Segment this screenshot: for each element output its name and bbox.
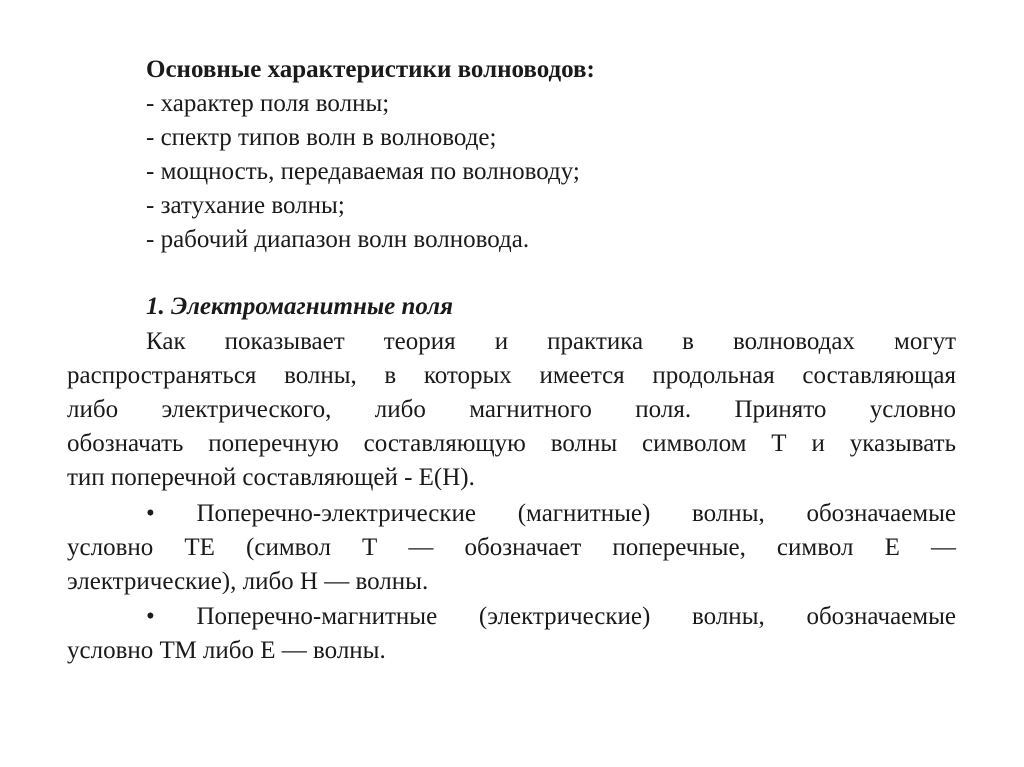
characteristics-item: - затухание волны; — [146, 192, 345, 219]
bullet-te-line: • Поперечно-электрические (магнитные) волны, обозначаемые — [146, 500, 956, 527]
paragraph-line: распространяться волны, в которых имеется продольная составляющая — [67, 362, 956, 389]
characteristics-item: - характер поля волны; — [146, 90, 390, 117]
bullet-tm-line: условно ТМ либо Е — волны. — [67, 637, 386, 664]
bullet-tm-line: • Поперечно-магнитные (электрические) волны, обозначаемые — [146, 603, 956, 630]
bullet-te-line: электрические), либо Н — волны. — [67, 568, 429, 595]
paragraph-line: либо электрического, либо магнитного поля. Принято условно — [67, 396, 956, 423]
characteristics-item: - рабочий диапазон волн волновода. — [146, 226, 530, 253]
section-heading: 1. Электромагнитные поля — [146, 293, 454, 320]
paragraph-line: Как показывает теория и практика в волноводах могут — [146, 328, 956, 355]
characteristics-item: - мощность, передаваемая по волноводу; — [146, 158, 580, 185]
characteristics-heading: Основные характеристики волноводов: — [146, 56, 595, 83]
characteristics-item: - спектр типов волн в волноводе; — [146, 124, 497, 151]
paragraph-line: обозначать поперечную составляющую волны символом Т и указывать — [67, 430, 956, 457]
bullet-te-line: условно ТЕ (символ Т — обозначает поперечные, символ Е — — [67, 534, 956, 561]
paragraph-line: тип поперечной составляющей - Е(Н). — [67, 464, 475, 491]
